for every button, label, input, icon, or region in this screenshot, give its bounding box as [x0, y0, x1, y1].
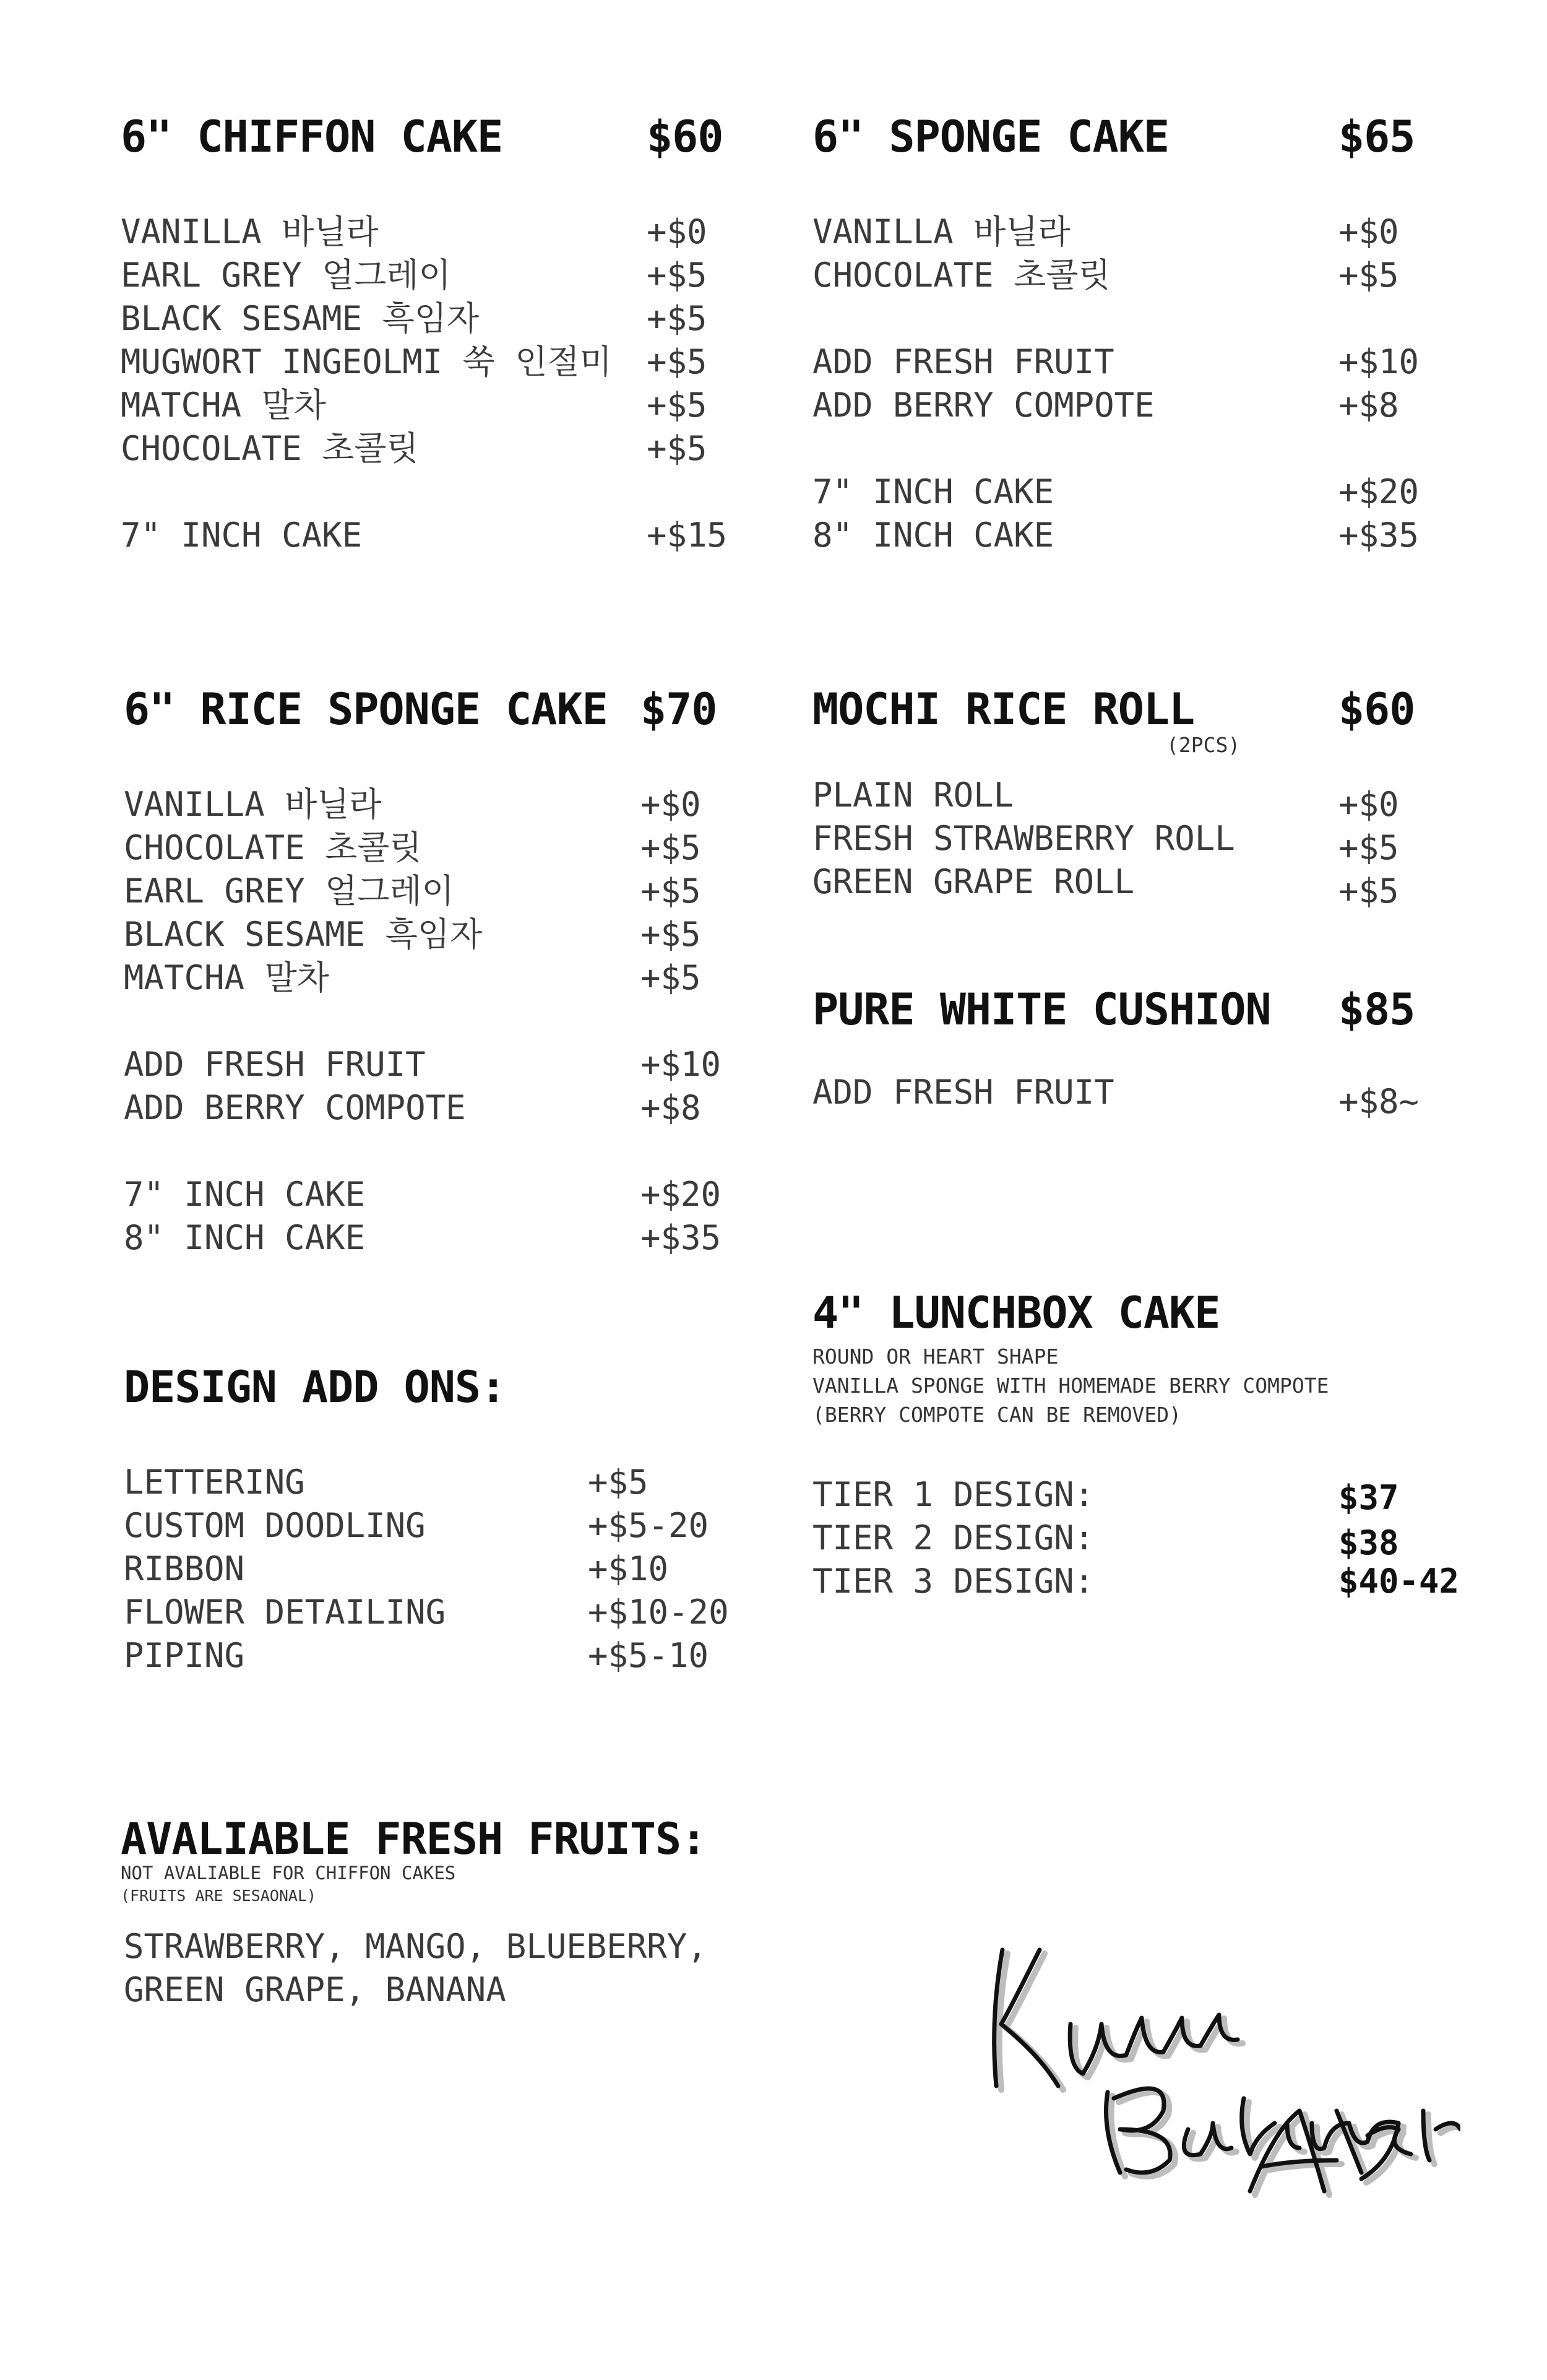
row-value: +$5 — [647, 386, 707, 425]
row-value: +$35 — [640, 1218, 722, 1257]
row-value: +$5 — [640, 828, 701, 867]
row-value: +$5 — [647, 429, 707, 468]
signature-logo-drawing — [965, 1925, 1460, 2210]
row-label: CUSTOM DOODLING — [124, 1506, 426, 1545]
row-label: LETTERING — [124, 1463, 305, 1502]
lunchbox-title: 4" LUNCHBOX CAKE — [812, 1287, 1220, 1338]
row-label: PLAIN ROLL — [812, 776, 1014, 815]
row-label: 8" INCH CAKE — [124, 1218, 366, 1257]
row-value: +$8 — [1338, 386, 1399, 425]
row-label: ADD FRESH FRUIT — [812, 342, 1114, 381]
row-label: 7" INCH CAKE — [812, 472, 1054, 511]
mochi-title: MOCHI RICE ROLL — [812, 684, 1195, 735]
chiffon-title: 6" CHIFFON CAKE — [121, 111, 503, 162]
row-value: +$10-20 — [588, 1593, 729, 1632]
chiffon-section — [121, 111, 739, 576]
row-value: +$5 — [640, 958, 701, 997]
row-value: +$5 — [647, 256, 707, 295]
fruits-note-seasonal: (FRUITS ARE SESAONAL) — [121, 1887, 317, 1905]
row-value: +$5 — [640, 915, 701, 954]
row-value: +$5-20 — [588, 1506, 709, 1545]
row-value: +$5 — [588, 1463, 649, 1502]
row-label: ADD FRESH FRUIT — [124, 1045, 426, 1084]
row-value: +$10 — [588, 1549, 669, 1588]
fruits-title: AVALIABLE FRESH FRUITS: — [121, 1814, 707, 1864]
row-label: ADD BERRY COMPOTE — [124, 1088, 466, 1127]
row-value: +$8 — [640, 1088, 701, 1127]
row-label: MATCHA 말차 — [124, 958, 329, 997]
lunchbox-desc-line: VANILLA SPONGE WITH HOMEMADE BERRY COMPOTE — [812, 1374, 1329, 1398]
row-label: BLACK SESAME 흑임자 — [124, 915, 483, 954]
sponge-title: 6" SPONGE CAKE — [812, 111, 1170, 162]
fruits-list-line: GREEN GRAPE, BANANA — [124, 1970, 506, 2009]
row-value: +$5 — [1338, 256, 1399, 295]
row-label: VANILLA 바닐라 — [124, 785, 382, 824]
row-label: TIER 2 DESIGN: — [812, 1518, 1095, 1557]
row-label: 7" INCH CAKE — [124, 1175, 366, 1214]
cushion-section — [812, 984, 1431, 1139]
row-label: FLOWER DETAILING — [124, 1593, 446, 1632]
lunchbox-desc-line: ROUND OR HEART SHAPE — [812, 1344, 1059, 1369]
fruits-note: NOT AVALIABLE FOR CHIFFON CAKES — [121, 1863, 456, 1884]
design-title: DESIGN ADD ONS: — [124, 1362, 506, 1413]
row-value: +$5-10 — [588, 1636, 709, 1675]
row-value: +$0 — [640, 785, 701, 824]
rice-sponge-price: $70 — [640, 684, 717, 735]
row-label: MUGWORT INGEOLMI 쑥 인절미 — [121, 342, 612, 381]
row-label: 8" INCH CAKE — [812, 516, 1054, 555]
row-label: GREEN GRAPE ROLL — [812, 862, 1135, 901]
row-value: +$5 — [1338, 828, 1399, 867]
lunchbox-desc-line: (BERRY COMPOTE CAN BE REMOVED) — [812, 1403, 1182, 1427]
row-label: RIBBON — [124, 1549, 245, 1588]
design-section — [124, 1362, 743, 1708]
row-value: +$0 — [647, 212, 707, 251]
row-label: FRESH STRAWBERRY ROLL — [812, 819, 1235, 858]
row-value: +$20 — [640, 1175, 722, 1214]
row-value: +$5 — [647, 299, 707, 338]
row-value: +$15 — [647, 516, 728, 555]
row-value: +$5 — [647, 342, 707, 381]
mochi-price: $60 — [1338, 684, 1415, 735]
mochi-note: (2PCS) — [1166, 733, 1241, 757]
row-label: TIER 1 DESIGN: — [812, 1475, 1095, 1514]
row-value: +$0 — [1338, 785, 1399, 824]
row-value: +$35 — [1338, 516, 1420, 555]
row-value: $38 — [1338, 1523, 1399, 1562]
row-label: 7" INCH CAKE — [121, 516, 363, 555]
mochi-section — [812, 684, 1431, 932]
row-label: CHOCOLATE 초콜릿 — [124, 828, 422, 867]
row-label: CHOCOLATE 초콜릿 — [812, 256, 1111, 295]
rice-sponge-title: 6" RICE SPONGE CAKE — [124, 684, 608, 735]
row-label: TIER 3 DESIGN: — [812, 1562, 1095, 1601]
row-label: EARL GREY 얼그레이 — [124, 872, 454, 911]
row-value: +$5 — [640, 872, 701, 911]
row-label: PIPING — [124, 1636, 245, 1675]
row-value: +$20 — [1338, 472, 1420, 511]
row-label: CHOCOLATE 초콜릿 — [121, 429, 419, 468]
fruits-list-line: STRAWBERRY, MANGO, BLUEBERRY, — [124, 1927, 707, 1966]
row-value: +$8~ — [1338, 1082, 1420, 1121]
row-value: $40-42 — [1338, 1562, 1460, 1601]
fruits-section — [121, 1814, 801, 2018]
row-label: VANILLA 바닐라 — [812, 212, 1071, 251]
row-value: +$5 — [1338, 872, 1399, 911]
rice-sponge-section — [124, 684, 743, 1272]
row-label: ADD BERRY COMPOTE — [812, 386, 1155, 425]
chiffon-price: $60 — [647, 111, 723, 162]
lunchbox-section — [812, 1287, 1493, 1622]
row-label: MATCHA 말차 — [121, 386, 326, 425]
row-label: BLACK SESAME 흑임자 — [121, 299, 480, 338]
row-value: +$10 — [640, 1045, 722, 1084]
row-value: +$0 — [1338, 212, 1399, 251]
signature-logo — [965, 1925, 1460, 2212]
row-label: VANILLA 바닐라 — [121, 212, 379, 251]
row-label: EARL GREY 얼그레이 — [121, 256, 451, 295]
sponge-price: $65 — [1338, 111, 1415, 162]
row-label: ADD FRESH FRUIT — [812, 1073, 1114, 1112]
cushion-price: $85 — [1338, 984, 1415, 1035]
row-value: $37 — [1338, 1478, 1399, 1517]
row-value: +$10 — [1338, 342, 1420, 381]
sponge-section — [812, 111, 1431, 576]
cushion-title: PURE WHITE CUSHION — [812, 984, 1271, 1035]
